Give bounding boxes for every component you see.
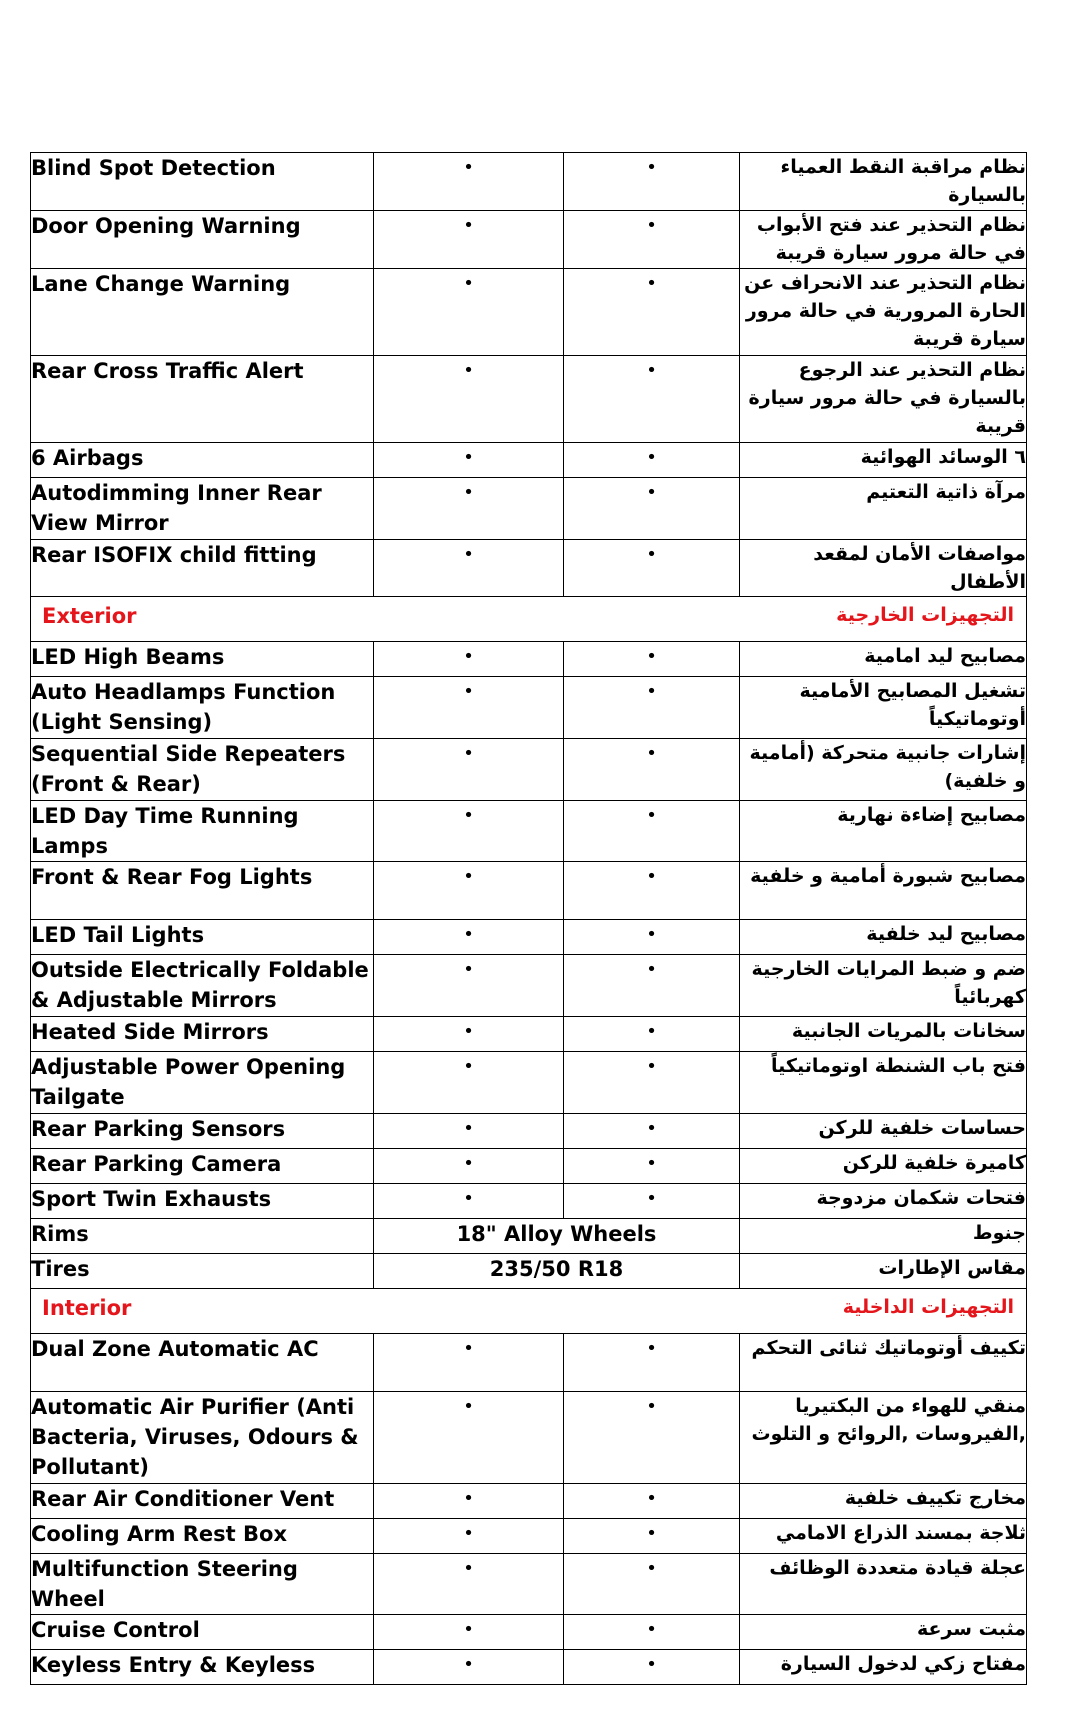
table-row bbox=[31, 356, 1027, 443]
table-row bbox=[31, 1184, 1027, 1219]
section-header-cell bbox=[31, 1289, 1027, 1334]
trim-1-indicator: • bbox=[374, 443, 564, 478]
feature-name-ar: فتح باب الشنطة اوتوماتيكياً bbox=[740, 1052, 1027, 1114]
trim-2-indicator: • bbox=[564, 862, 740, 920]
feature-name-en: Heated Side Mirrors bbox=[31, 1017, 374, 1052]
feature-name-ar: مقاس الإطارات bbox=[740, 1254, 1027, 1289]
trim-2-indicator: • bbox=[564, 1650, 740, 1685]
feature-name-ar: مثبت سرعة bbox=[740, 1615, 1027, 1650]
feature-name-ar: مرآة ذاتية التعتيم bbox=[740, 478, 1027, 540]
table-row bbox=[31, 955, 1027, 1017]
trim-1-indicator: • bbox=[374, 1052, 564, 1114]
trim-2-indicator: • bbox=[564, 1017, 740, 1052]
trim-1-indicator: • bbox=[374, 1149, 564, 1184]
feature-name-ar: مصابيح ليد امامية bbox=[740, 642, 1027, 677]
table-row bbox=[31, 739, 1027, 801]
feature-name-en: Tires bbox=[31, 1254, 374, 1289]
table-row bbox=[31, 1017, 1027, 1052]
trim-2-indicator: • bbox=[564, 801, 740, 862]
feature-name-en: Rear Air Conditioner Vent bbox=[31, 1484, 374, 1519]
feature-name-en: Sequential Side Repeaters (Front & Rear) bbox=[31, 739, 374, 801]
table-row bbox=[31, 862, 1027, 920]
trim-2-indicator: • bbox=[564, 540, 740, 597]
feature-name-en: Outside Electrically Foldable & Adjustable Mirrors bbox=[31, 955, 374, 1017]
feature-name-en: Dual Zone Automatic AC bbox=[31, 1334, 374, 1392]
trim-1-indicator: • bbox=[374, 801, 564, 862]
feature-name-ar: كاميرة خلفية للركن bbox=[740, 1149, 1027, 1184]
feature-name-en: LED Day Time Running Lamps bbox=[31, 801, 374, 862]
feature-name-ar: فتحات شكمان مزدوجة bbox=[740, 1184, 1027, 1219]
trim-1-indicator: • bbox=[374, 1392, 564, 1484]
table-row bbox=[31, 1052, 1027, 1114]
trim-2-indicator: • bbox=[564, 920, 740, 955]
feature-name-ar: تكييف أوتوماتيك ثنائى التحكم bbox=[740, 1334, 1027, 1392]
section-title-ar: التجهيزات الخارجية bbox=[836, 604, 1014, 626]
table-row bbox=[31, 443, 1027, 478]
feature-name-en: Multifunction Steering Wheel bbox=[31, 1554, 374, 1615]
table-row bbox=[31, 1519, 1027, 1554]
feature-name-en: Front & Rear Fog Lights bbox=[31, 862, 374, 920]
trim-1-indicator: • bbox=[374, 540, 564, 597]
table-row bbox=[31, 1334, 1027, 1392]
trim-2-indicator: • bbox=[564, 211, 740, 269]
trim-1-indicator: • bbox=[374, 1554, 564, 1615]
section-title-en: Interior bbox=[42, 1296, 132, 1320]
trim-1-indicator: • bbox=[374, 356, 564, 443]
feature-name-en: LED High Beams bbox=[31, 642, 374, 677]
feature-name-en: Rear Cross Traffic Alert bbox=[31, 356, 374, 443]
trim-1-indicator: • bbox=[374, 862, 564, 920]
feature-name-ar: حساسات خلفية للركن bbox=[740, 1114, 1027, 1149]
trim-2-indicator: • bbox=[564, 677, 740, 739]
trim-2-indicator: • bbox=[564, 153, 740, 211]
table-row bbox=[31, 540, 1027, 597]
trim-2-indicator: • bbox=[564, 478, 740, 540]
trim-2-indicator: • bbox=[564, 642, 740, 677]
feature-name-ar: مصابيح شبورة أمامية و خلفية bbox=[740, 862, 1027, 920]
feature-name-ar: مصابيح ليد خلفية bbox=[740, 920, 1027, 955]
section-title-en: Exterior bbox=[42, 604, 137, 628]
specifications-table bbox=[30, 152, 1027, 1685]
table-row bbox=[31, 211, 1027, 269]
trim-1-indicator: • bbox=[374, 211, 564, 269]
table-row bbox=[31, 920, 1027, 955]
table-row-tires bbox=[31, 1254, 1027, 1289]
feature-name-ar: مخارج تكييف خلفية bbox=[740, 1484, 1027, 1519]
trim-1-indicator: • bbox=[374, 1615, 564, 1650]
feature-name-en: 6 Airbags bbox=[31, 443, 374, 478]
feature-name-ar: نظام التحذير عند فتح الأبواب في حالة مرور سيارة قريبة bbox=[740, 211, 1027, 269]
table-row bbox=[31, 801, 1027, 862]
table-row bbox=[31, 677, 1027, 739]
trim-2-indicator: • bbox=[564, 739, 740, 801]
feature-name-en: Rims bbox=[31, 1219, 374, 1254]
trim-1-indicator: • bbox=[374, 677, 564, 739]
feature-name-en: LED Tail Lights bbox=[31, 920, 374, 955]
trim-2-indicator: • bbox=[564, 356, 740, 443]
feature-name-en: Door Opening Warning bbox=[31, 211, 374, 269]
trim-1-indicator: • bbox=[374, 478, 564, 540]
feature-name-ar: نظام مراقبة النقط العمياء بالسيارة bbox=[740, 153, 1027, 211]
feature-name-ar: نظام التحذير عند الانحراف عن الحارة المرورية في حالة مرور سيارة قريبة bbox=[740, 269, 1027, 356]
feature-name-en: Auto Headlamps Function (Light Sensing) bbox=[31, 677, 374, 739]
feature-name-ar: ٦ الوسائد الهوائية bbox=[740, 443, 1027, 478]
table-row bbox=[31, 153, 1027, 211]
table-row bbox=[31, 1149, 1027, 1184]
feature-name-en: Adjustable Power Opening Tailgate bbox=[31, 1052, 374, 1114]
trim-2-indicator: • bbox=[564, 1184, 740, 1219]
feature-name-en: Cooling Arm Rest Box bbox=[31, 1519, 374, 1554]
trim-1-indicator: • bbox=[374, 642, 564, 677]
feature-name-ar: إشارات جانبية متحركة (أمامية و خلفية) bbox=[740, 739, 1027, 801]
table-row bbox=[31, 269, 1027, 356]
table-row bbox=[31, 1114, 1027, 1149]
feature-name-en: Keyless Entry & Keyless bbox=[31, 1650, 374, 1685]
rims-value: 18" Alloy Wheels bbox=[374, 1219, 740, 1254]
feature-name-ar: منقي للهواء من البكتيريا ,الفيروسات ,الروائح و التلوث bbox=[740, 1392, 1027, 1484]
feature-name-en: Automatic Air Purifier (Anti Bacteria, Viruses, Odours & Pollutant) bbox=[31, 1392, 374, 1484]
trim-2-indicator: • bbox=[564, 1519, 740, 1554]
trim-2-indicator: • bbox=[564, 269, 740, 356]
trim-1-indicator: • bbox=[374, 269, 564, 356]
feature-name-ar: مفتاح زكي لدخول السيارة bbox=[740, 1650, 1027, 1685]
table-row-rims bbox=[31, 1219, 1027, 1254]
feature-name-en: Autodimming Inner Rear View Mirror bbox=[31, 478, 374, 540]
section-header-interior bbox=[31, 1289, 1027, 1334]
feature-name-ar: ثلاجة بمسند الذراع الامامي bbox=[740, 1519, 1027, 1554]
table-row bbox=[31, 1650, 1027, 1685]
trim-2-indicator: • bbox=[564, 1334, 740, 1392]
feature-name-ar: سخانات بالمريات الجانبية bbox=[740, 1017, 1027, 1052]
table-row bbox=[31, 1392, 1027, 1484]
feature-name-en: Sport Twin Exhausts bbox=[31, 1184, 374, 1219]
tires-value: 235/50 R18 bbox=[374, 1254, 740, 1289]
feature-name-en: Blind Spot Detection bbox=[31, 153, 374, 211]
trim-2-indicator: • bbox=[564, 1615, 740, 1650]
trim-2-indicator: • bbox=[564, 955, 740, 1017]
table-row bbox=[31, 642, 1027, 677]
feature-name-ar: عجلة قيادة متعددة الوظائف bbox=[740, 1554, 1027, 1615]
section-header-exterior bbox=[31, 597, 1027, 642]
trim-2-indicator: • bbox=[564, 1554, 740, 1615]
feature-name-ar: ضم و ضبط المرايات الخارجية كهربائياً bbox=[740, 955, 1027, 1017]
trim-2-indicator: • bbox=[564, 1484, 740, 1519]
feature-name-en: Rear Parking Camera bbox=[31, 1149, 374, 1184]
trim-2-indicator: • bbox=[564, 1149, 740, 1184]
feature-name-en: Rear Parking Sensors bbox=[31, 1114, 374, 1149]
trim-2-indicator: • bbox=[564, 1052, 740, 1114]
trim-1-indicator: • bbox=[374, 1519, 564, 1554]
feature-name-en: Cruise Control bbox=[31, 1615, 374, 1650]
trim-1-indicator: • bbox=[374, 153, 564, 211]
feature-name-ar: تشغيل المصابيح الأمامية أوتوماتيكياً bbox=[740, 677, 1027, 739]
trim-1-indicator: • bbox=[374, 739, 564, 801]
feature-name-ar: مواصفات الأمان لمقعد الأطفال bbox=[740, 540, 1027, 597]
feature-name-ar: نظام التحذير عند الرجوع بالسيارة في حالة مرور سيارة قريبة bbox=[740, 356, 1027, 443]
table-row bbox=[31, 1615, 1027, 1650]
feature-name-en: Lane Change Warning bbox=[31, 269, 374, 356]
trim-1-indicator: • bbox=[374, 920, 564, 955]
section-title-ar: التجهيزات الداخلية bbox=[842, 1296, 1014, 1318]
trim-1-indicator: • bbox=[374, 1650, 564, 1685]
trim-1-indicator: • bbox=[374, 1334, 564, 1392]
trim-1-indicator: • bbox=[374, 1184, 564, 1219]
section-header-cell bbox=[31, 597, 1027, 642]
trim-1-indicator: • bbox=[374, 955, 564, 1017]
trim-1-indicator: • bbox=[374, 1017, 564, 1052]
trim-2-indicator: • bbox=[564, 443, 740, 478]
trim-2-indicator: • bbox=[564, 1392, 740, 1484]
feature-name-ar: جنوط bbox=[740, 1219, 1027, 1254]
table-row bbox=[31, 478, 1027, 540]
feature-name-ar: مصابيح إضاءة نهارية bbox=[740, 801, 1027, 862]
trim-1-indicator: • bbox=[374, 1114, 564, 1149]
trim-2-indicator: • bbox=[564, 1114, 740, 1149]
feature-name-en: Rear ISOFIX child fitting bbox=[31, 540, 374, 597]
table-row bbox=[31, 1554, 1027, 1615]
trim-1-indicator: • bbox=[374, 1484, 564, 1519]
table-row bbox=[31, 1484, 1027, 1519]
